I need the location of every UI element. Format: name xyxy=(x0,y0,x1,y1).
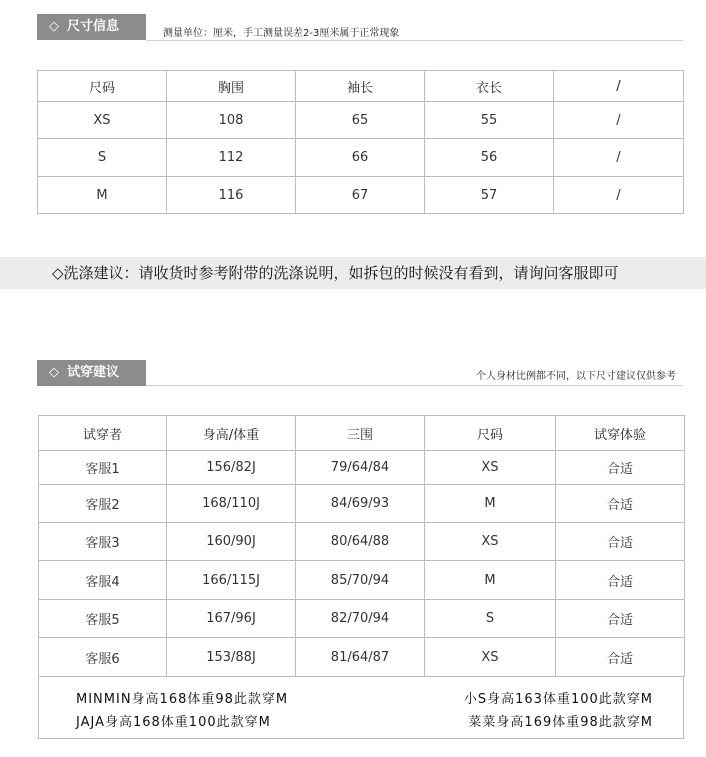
try-on-title: 试穿建议 xyxy=(67,365,120,380)
tester-cell: 客服6 xyxy=(39,638,167,677)
height-weight-cell: 156/82J xyxy=(167,451,296,485)
measurements-cell: 82/70/94 xyxy=(296,600,425,638)
table-row xyxy=(39,451,685,485)
footer-note: MINMIN身高168体重98此款穿M xyxy=(76,692,289,707)
size-table xyxy=(37,70,684,214)
footer-note: 小S身高163体重100此款穿M xyxy=(463,692,653,707)
size-info-tab xyxy=(37,14,146,40)
fit-cell: 合适 xyxy=(556,638,685,677)
height-weight-cell: 167/96J xyxy=(167,600,296,638)
tester-cell: 客服5 xyxy=(39,600,167,638)
size-info-title: 尺寸信息 xyxy=(67,19,120,34)
header-length: 衣长 xyxy=(425,71,554,102)
measurements-cell: 81/64/87 xyxy=(296,638,425,677)
height-weight-cell: 168/110J xyxy=(167,485,296,523)
sleeve-cell: 67 xyxy=(296,177,425,214)
size-cell: XS xyxy=(425,638,556,677)
try-on-divider xyxy=(146,385,683,386)
header-slash: / xyxy=(554,71,684,102)
height-weight-cell: 166/115J xyxy=(167,561,296,600)
try-on-note: 个人身材比例都不同，以下尺寸建议仅供参考 xyxy=(476,371,676,382)
length-cell: 55 xyxy=(425,102,554,139)
header-size: 尺码 xyxy=(425,416,556,451)
slash-cell: / xyxy=(554,102,684,139)
table-row xyxy=(39,638,685,677)
table-row xyxy=(38,102,684,139)
diamond-icon: ◇ xyxy=(49,365,59,380)
header-measurements: 三围 xyxy=(296,416,425,451)
slash-cell: / xyxy=(554,177,684,214)
table-row xyxy=(39,561,685,600)
chest-cell: 116 xyxy=(167,177,296,214)
measurements-cell: 85/70/94 xyxy=(296,561,425,600)
header-fit: 试穿体验 xyxy=(556,416,685,451)
slash-cell: / xyxy=(554,139,684,177)
size-cell: S xyxy=(38,139,167,177)
try-on-footer xyxy=(38,677,684,739)
footer-note: 菜菜身高169体重98此款穿M xyxy=(468,715,653,730)
chest-cell: 112 xyxy=(167,139,296,177)
header-sleeve: 袖长 xyxy=(296,71,425,102)
sleeve-cell: 65 xyxy=(296,102,425,139)
size-cell: XS xyxy=(38,102,167,139)
height-weight-cell: 153/88J xyxy=(167,638,296,677)
height-weight-cell: 160/90J xyxy=(167,523,296,561)
fit-cell: 合适 xyxy=(556,523,685,561)
try-on-table xyxy=(38,415,685,677)
size-cell: M xyxy=(425,561,556,600)
size-table-header xyxy=(38,71,684,102)
sleeve-cell: 66 xyxy=(296,139,425,177)
header-tester: 试穿者 xyxy=(39,416,167,451)
fit-cell: 合适 xyxy=(556,451,685,485)
length-cell: 57 xyxy=(425,177,554,214)
size-info-note: 测量单位：厘米，手工测量误差2-3厘米属于正常现象 xyxy=(163,28,400,39)
measurements-cell: 84/69/93 xyxy=(296,485,425,523)
footer-note: JAJA身高168体重100此款穿M xyxy=(76,715,271,730)
fit-cell: 合适 xyxy=(556,485,685,523)
header-height-weight: 身高/体重 xyxy=(167,416,296,451)
chest-cell: 108 xyxy=(167,102,296,139)
tester-cell: 客服4 xyxy=(39,561,167,600)
tester-cell: 客服1 xyxy=(39,451,167,485)
wash-advice: ◇洗涤建议：请收货时参考附带的洗涤说明，如拆包的时候没有看到，请询问客服即可 xyxy=(0,257,706,289)
tester-cell: 客服3 xyxy=(39,523,167,561)
size-info-divider xyxy=(146,40,683,41)
table-row xyxy=(38,139,684,177)
size-cell: S xyxy=(425,600,556,638)
table-row xyxy=(38,177,684,214)
diamond-icon: ◇ xyxy=(49,19,59,34)
header-chest: 胸围 xyxy=(167,71,296,102)
header-size: 尺码 xyxy=(38,71,167,102)
size-cell: XS xyxy=(425,523,556,561)
fit-cell: 合适 xyxy=(556,561,685,600)
table-row xyxy=(39,600,685,638)
measurements-cell: 79/64/84 xyxy=(296,451,425,485)
table-row xyxy=(39,485,685,523)
try-on-table-header xyxy=(39,416,685,451)
try-on-tab xyxy=(37,360,146,386)
table-row xyxy=(39,523,685,561)
size-cell: XS xyxy=(425,451,556,485)
size-cell: M xyxy=(38,177,167,214)
measurements-cell: 80/64/88 xyxy=(296,523,425,561)
length-cell: 56 xyxy=(425,139,554,177)
fit-cell: 合适 xyxy=(556,600,685,638)
size-cell: M xyxy=(425,485,556,523)
tester-cell: 客服2 xyxy=(39,485,167,523)
